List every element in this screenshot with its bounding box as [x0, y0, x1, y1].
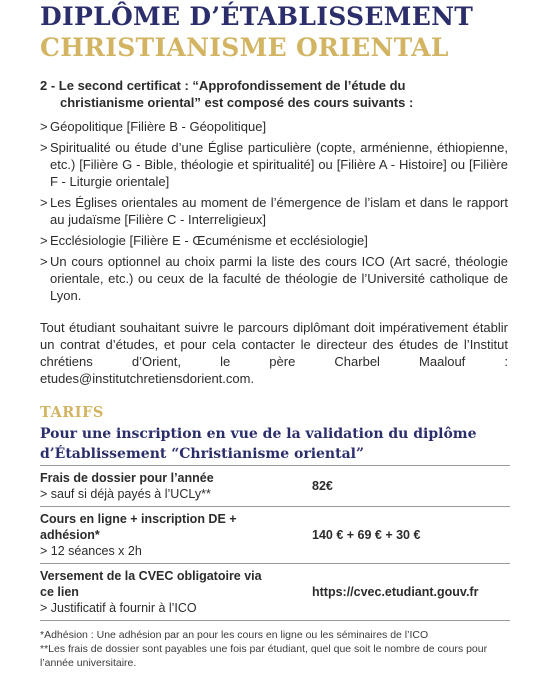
bullet: >: [40, 254, 48, 269]
fee-label-note: > Justificatif à fournir à l’ICO: [40, 601, 197, 615]
bullet: >: [40, 233, 48, 248]
cvec-link[interactable]: https://cvec.etudiant.gouv.fr: [312, 585, 479, 599]
tarifs-subtitle: Pour une inscription en vue de la validation du diplôme d’Établissement “Christianisme oriental”: [40, 426, 477, 462]
contact-paragraph: Tout étudiant souhaitant suivre le parcours diplômant doit impérativement établir un contrat d’études, et pour cela contacter le directeur des études de l’Institut chrétiens d’Orient, le père Charbel Maalouf : etudes@institutchretiensdorient.com.: [40, 320, 508, 386]
fee-label: [40, 507, 312, 563]
fee-label: [40, 564, 312, 620]
certificate-line-2: christianisme oriental” est composé des cours suivants :: [60, 95, 414, 110]
bullet: >: [40, 195, 48, 210]
fee-label-bold: Versement de la CVEC obligatoire via ce lien: [40, 569, 262, 599]
fee-label: [40, 466, 312, 506]
fee-label-bold: Cours en ligne + inscription DE + adhésion*: [40, 512, 237, 542]
course-text: Les Églises orientales au moment de l’émergence de l’islam et dans le rapport au judaïsme [Filière C - Interreligieux]: [50, 195, 508, 227]
bullet: >: [40, 140, 48, 155]
tarifs-table: [40, 465, 510, 621]
list-item: [40, 194, 508, 228]
table-row: [40, 465, 510, 507]
course-list: [40, 118, 508, 308]
course-text: Un cours optionnel au choix parmi la liste des cours ICO (Art sacré, théologie orientale, etc.) ou ceux de la faculté de théologie de l’Université catholique de Lyon.: [50, 254, 508, 303]
footnote-1: *Adhésion : Une adhésion par an pour les cours en ligne ou les séminaires de l’ICO: [40, 629, 429, 641]
fee-label-note: > sauf si déjà payés à l’UCLy**: [40, 487, 211, 501]
course-text: Géopolitique [Filière B - Géopolitique]: [50, 119, 267, 134]
list-item: [40, 139, 508, 190]
list-item: [40, 232, 508, 249]
certificate-line-1: 2 - Le second certificat : “Approfondissement de l’étude du: [40, 78, 406, 93]
tarifs-heading: TARIFS: [40, 404, 104, 421]
list-item: [40, 253, 508, 304]
course-text: Spiritualité ou étude d’une Église particulière (copte, arménienne, éthiopienne, etc.) [Filière G - Bible, théologie et spiritualité] ou [Filière A - Histoire] ou [Filière F - Liturgie orientale]: [50, 140, 508, 189]
footnote-2: **Les frais de dossier sont payables une fois par étudiant, quel que soit le nombre de cours pour l’année universitaire.: [40, 643, 488, 669]
certificate-heading: [40, 77, 510, 111]
title-line-2: CHRISTIANISME ORIENTAL: [40, 33, 449, 62]
fee-label-bold: Frais de dossier pour l’année: [40, 471, 214, 485]
table-row: [40, 507, 510, 564]
table-row: [40, 564, 510, 621]
fee-price: 82€: [312, 479, 333, 493]
footnotes: [40, 628, 510, 670]
course-text: Ecclésiologie [Filière E - Œcuménisme et ecclésiologie]: [50, 233, 368, 248]
fee-price: 140 € + 69 € + 30 €: [312, 528, 421, 542]
list-item: [40, 118, 508, 135]
title-line-1: DIPLÔME D’ÉTABLISSEMENT: [40, 2, 474, 31]
fee-label-note: > 12 séances x 2h: [40, 544, 142, 558]
bullet: >: [40, 119, 48, 134]
